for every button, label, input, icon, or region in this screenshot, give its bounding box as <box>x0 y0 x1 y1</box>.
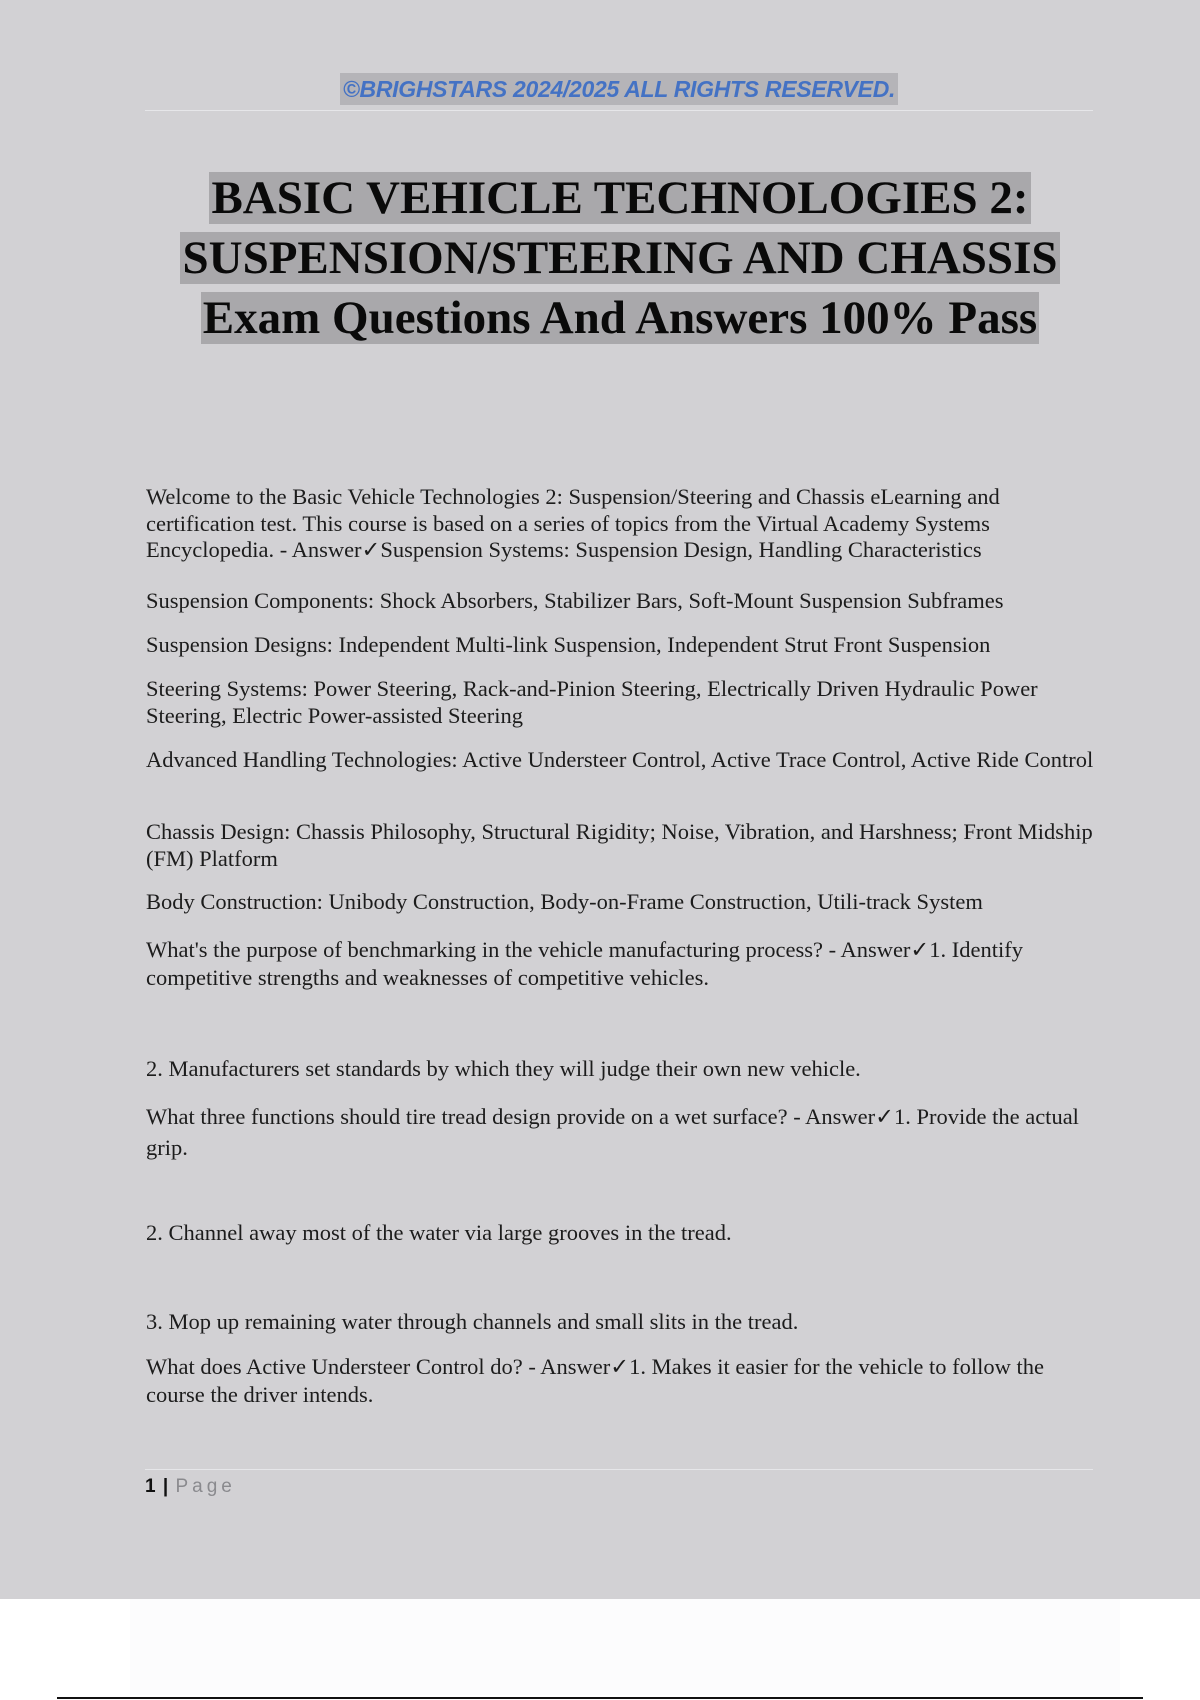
divider <box>57 1697 1143 1699</box>
title-line-3: Exam Questions And Answers 100% Pass <box>202 292 1038 344</box>
paragraph-body-construction: Body Construction: Unibody Construction, Body-on-Frame Construction, Utili-track System <box>146 889 983 914</box>
title-line-1: BASIC VEHICLE TECHNOLOGIES 2: <box>211 172 1029 224</box>
paragraph-intro: Welcome to the Basic Vehicle Technologies 2: Suspension/Steering and Chassis eLearning and certification test. This course is based on a series of topics from the Virtual Academy Systems Encyclopedia. - Answer✓Suspension Systems: Suspension Design, Handling Characteristics <box>146 484 1000 562</box>
paragraph-steering-systems: Steering Systems: Power Steering, Rack-and-Pinion Steering, Electrically Driven Hydraulic Power Steering, Electric Power-assisted Steering <box>146 676 1038 728</box>
page-label: Page <box>175 1476 236 1497</box>
document-title <box>130 168 1110 348</box>
answer-tire-tread-3: 3. Mop up remaining water through channels and small slits in the tread. <box>146 1309 799 1334</box>
question-tire-tread: What three functions should tire tread design provide on a wet surface? - Answer✓1. Provide the actual grip. <box>146 1104 1079 1160</box>
paragraph-suspension-components: Suspension Components: Shock Absorbers, Stabilizer Bars, Soft-Mount Suspension Subframes <box>146 588 1004 613</box>
question-active-understeer: What does Active Understeer Control do? - Answer✓1. Makes it easier for the vehicle to follow the course the driver intends. <box>146 1354 1044 1407</box>
paragraph-chassis-design: Chassis Design: Chassis Philosophy, Structural Rigidity; Noise, Vibration, and Harshness; Front Midship (FM) Platform <box>146 819 1093 871</box>
answer-benchmarking-2: 2. Manufacturers set standards by which they will judge their own new vehicle. <box>146 1056 861 1081</box>
paragraph-suspension-designs: Suspension Designs: Independent Multi-link Suspension, Independent Strut Front Suspension <box>146 632 991 657</box>
question-benchmarking: What's the purpose of benchmarking in the vehicle manufacturing process? - Answer✓1. Identify competitive strengths and weaknesses of competitive vehicles. <box>146 937 1024 990</box>
footer-separator: | <box>162 1476 169 1497</box>
page-number: 1 <box>145 1476 156 1497</box>
next-page-preview <box>130 1599 1120 1695</box>
page-header <box>145 66 1093 111</box>
page-footer <box>145 1469 1093 1498</box>
answer-tire-tread-2: 2. Channel away most of the water via large grooves in the tread. <box>146 1220 732 1245</box>
copyright-notice: ©BRIGHSTARS 2024/2025 ALL RIGHTS RESERVED. <box>340 73 898 105</box>
paragraph-advanced-handling: Advanced Handling Technologies: Active Understeer Control, Active Trace Control, Active Ride Control <box>146 747 1094 772</box>
title-line-2: SUSPENSION/STEERING AND CHASSIS <box>182 232 1058 284</box>
